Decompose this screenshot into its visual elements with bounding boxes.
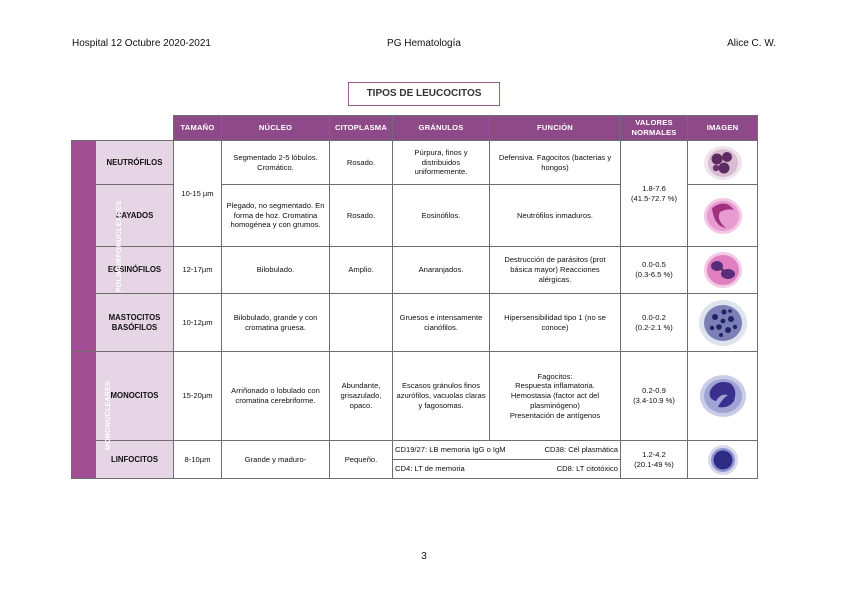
image-cayados bbox=[688, 185, 758, 247]
function-neutrofilos: Defensiva. Fagocitos (bacterias y hongos) bbox=[490, 141, 621, 185]
function-monocitos-line: Respuesta inflamatoria. bbox=[515, 381, 595, 391]
values-eosinofilos-range: 0.0-0.5 bbox=[642, 260, 666, 270]
function-monocitos-line: Fagocitos: bbox=[537, 371, 573, 381]
header-hospital: Hospital 12 Octubre 2020-2021 bbox=[72, 38, 211, 49]
values-linfocitos-pct: (20.1-49 %) bbox=[634, 459, 674, 469]
column-header-values: VALORES NORMALES bbox=[621, 116, 688, 141]
markers-linfocitos bbox=[393, 441, 621, 479]
function-monocitos-line: Hemostasia (factor act del plasminógeno) bbox=[510, 391, 600, 410]
size-linfocitos: 8-10µm bbox=[174, 441, 222, 479]
values-mastocitos bbox=[621, 294, 688, 352]
nucleus-cayados: Plegado, no segmentado. En forma de hoz. Cromatina homogénea y con grumos. bbox=[222, 185, 330, 247]
size-monocitos: 15-20µm bbox=[174, 352, 222, 441]
size-eosinofilos: 12-17µm bbox=[174, 247, 222, 294]
eosinophil-cell-image bbox=[702, 250, 744, 290]
function-mastocitos: Hipersensibilidad tipo 1 (no se conoce) bbox=[490, 294, 621, 352]
image-linfocitos bbox=[688, 441, 758, 479]
image-mastocitos bbox=[688, 294, 758, 352]
leukocyte-table bbox=[71, 115, 758, 479]
basophil-cell-image bbox=[697, 297, 749, 349]
page-number: 3 bbox=[421, 551, 427, 562]
nucleus-linfocitos: Grande y maduro- bbox=[222, 441, 330, 479]
group-label-polymorphonuclear: POLIMORFONUCLEARES bbox=[72, 141, 96, 352]
header-author: Alice C. W. bbox=[727, 38, 776, 49]
cytoplasm-monocitos: Abundante, grisazulado, opaco. bbox=[330, 352, 393, 441]
granules-neutrofilos: Púrpura, finos y distribuidos uniformemente. bbox=[393, 141, 490, 185]
cytoplasm-neutrofilos: Rosado. bbox=[330, 141, 393, 185]
row-label-cayados: CAYADOS bbox=[96, 185, 174, 247]
monocyte-cell-image bbox=[698, 373, 748, 419]
table-row-neutrofilos bbox=[72, 141, 758, 185]
row-label-neutrofilos: NEUTRÓFILOS bbox=[96, 141, 174, 185]
row-label-eosinofilos: EOSINÓFILOS bbox=[96, 247, 174, 294]
granules-eosinofilos: Anaranjados. bbox=[393, 247, 490, 294]
column-header-granules: GRÁNULOS bbox=[393, 116, 490, 141]
column-header-function: FUNCIÓN bbox=[490, 116, 621, 141]
column-header-cytoplasm: CITOPLASMA bbox=[330, 116, 393, 141]
cytoplasm-eosinofilos: Amplio. bbox=[330, 247, 393, 294]
values-eosinofilos-pct: (0.3-6.5 %) bbox=[635, 270, 673, 279]
markers-row-2 bbox=[393, 460, 620, 478]
size-neutrofilos: 10-15 µm bbox=[174, 141, 222, 247]
values-monocitos-pct: (3.4-10.9 %) bbox=[633, 396, 675, 405]
header-blank bbox=[72, 116, 96, 141]
granules-mastocitos: Gruesos e intensamente cianófilos. bbox=[393, 294, 490, 352]
marker-cd4: CD4: LT de memoria bbox=[395, 464, 465, 474]
values-neutrofilos bbox=[621, 141, 688, 247]
table-row-mastocitos bbox=[72, 294, 758, 352]
column-header-nucleus: NÚCLEO bbox=[222, 116, 330, 141]
page-title: TIPOS DE LEUCOCITOS bbox=[348, 82, 500, 106]
header-blank bbox=[96, 116, 174, 141]
values-eosinofilos bbox=[621, 247, 688, 294]
image-monocitos bbox=[688, 352, 758, 441]
granules-monocitos: Escasos gránulos finos azurófilos, vacuolas claras y fagosomas. bbox=[393, 352, 490, 441]
function-monocitos-line: Presentación de antígenos bbox=[509, 410, 601, 420]
marker-cd38: CD38: Cél plasmática bbox=[544, 445, 618, 455]
function-cayados: Neutrófilos inmaduros. bbox=[490, 185, 621, 247]
band-cell-image bbox=[702, 196, 744, 236]
image-neutrofilos bbox=[688, 141, 758, 185]
column-header-image: IMAGEN bbox=[688, 116, 758, 141]
granules-cayados: Eosinófilos. bbox=[393, 185, 490, 247]
values-monocitos-range: 0.2-0.9 bbox=[642, 386, 666, 396]
row-label-linfocitos: LINFOCITOS bbox=[96, 441, 174, 479]
function-eosinofilos: Destrucción de parásitos (prot básica mayor) Reacciones alérgicas. bbox=[490, 247, 621, 294]
lymphocyte-cell-image bbox=[707, 444, 739, 476]
image-eosinofilos bbox=[688, 247, 758, 294]
cytoplasm-linfocitos: Pequeño. bbox=[330, 441, 393, 479]
function-monocitos bbox=[490, 352, 621, 441]
values-linfocitos bbox=[621, 441, 688, 479]
nucleus-monocitos: Arriñonado o lobulado con cromatina cerebriforme. bbox=[222, 352, 330, 441]
cytoplasm-mastocitos bbox=[330, 294, 393, 352]
nucleus-neutrofilos: Segmentado 2-5 lóbulos. Cromático. bbox=[222, 141, 330, 185]
nucleus-eosinofilos: Bilobulado. bbox=[222, 247, 330, 294]
nucleus-mastocitos: Bilobulado, grande y con cromatina gruesa. bbox=[222, 294, 330, 352]
markers-row-1 bbox=[393, 441, 620, 460]
values-neutrofilos-range: 1.8-7.6 bbox=[642, 183, 666, 193]
values-mastocitos-range: 0.0-0.2 bbox=[642, 312, 666, 322]
marker-cd8: CD8: LT citotóxico bbox=[556, 464, 618, 474]
size-mastocitos: 10-12µm bbox=[174, 294, 222, 352]
values-neutrofilos-pct: (41.5-72.7 %) bbox=[630, 193, 677, 203]
cytoplasm-cayados: Rosado. bbox=[330, 185, 393, 247]
values-mastocitos-pct: (0.2-2.1 %) bbox=[635, 322, 673, 332]
table-row-eosinofilos bbox=[72, 247, 758, 294]
group-label-mononuclear: MONONUCLEARES bbox=[72, 352, 96, 479]
column-header-size: TAMAÑO bbox=[174, 116, 222, 141]
table-row-monocitos bbox=[72, 352, 758, 441]
table-header-row bbox=[72, 116, 758, 141]
values-monocitos bbox=[621, 352, 688, 441]
values-linfocitos-range: 1.2-4.2 bbox=[642, 449, 666, 459]
row-label-mastocitos: MASTOCITOS BASÓFILOS bbox=[96, 294, 174, 352]
neutrophil-cell-image bbox=[702, 144, 744, 182]
header-course: PG Hematología bbox=[387, 38, 461, 49]
row-label-monocitos: MONOCITOS bbox=[96, 352, 174, 441]
table-row-linfocitos bbox=[72, 441, 758, 479]
marker-cd19: CD19/27: LB memoria IgG o IgM bbox=[395, 445, 506, 455]
